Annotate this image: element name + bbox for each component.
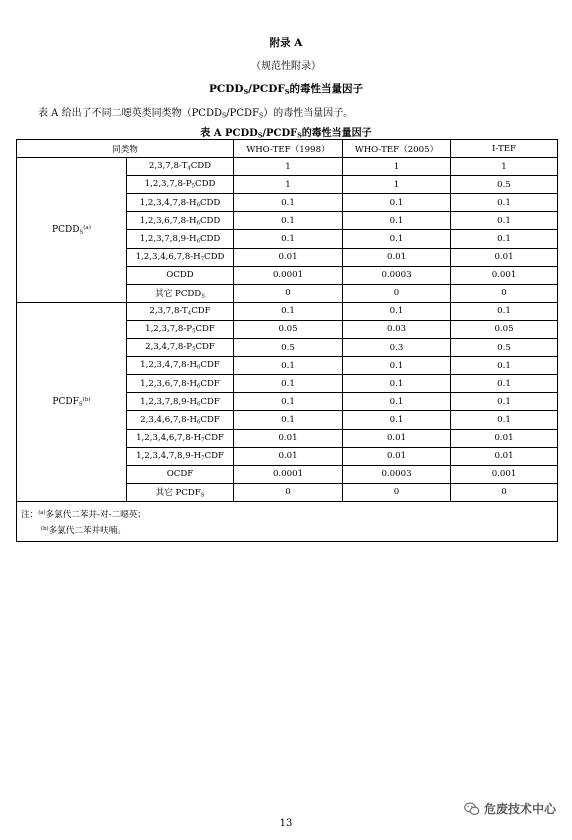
who-tef-1998-cell: 0.01 [234, 248, 343, 266]
homolog-cell: $2,3,7,8-T_4CDF$ [127, 302, 234, 320]
i-tef-cell: 0.01 [451, 248, 558, 266]
i-tef-cell: 0.1 [451, 393, 558, 411]
i-tef-cell: 1 [451, 158, 558, 176]
who-tef-1998-cell: 1 [234, 158, 343, 176]
who-tef-1998-cell: 0.1 [234, 411, 343, 429]
header-who-tef-1998: WHO-TEF（1998） [234, 140, 343, 158]
watermark [464, 800, 556, 817]
homolog-cell: $1,2,3,4,6,7,8-H_7CDD$ [127, 248, 234, 266]
i-tef-cell: 0.1 [451, 357, 558, 375]
group-name: $PCDD_S$ [52, 224, 84, 236]
who-tef-2005-cell: 0.1 [343, 302, 451, 320]
who-tef-1998-cell: 0.1 [234, 357, 343, 375]
who-tef-1998-cell: 0.1 [234, 375, 343, 393]
homolog-cell: $1,2,3,7,8-P_5CDD$ [127, 176, 234, 194]
who-tef-2005-cell: 0.1 [343, 375, 451, 393]
i-tef-cell: 0.001 [451, 465, 558, 483]
who-tef-1998-cell: 0.1 [234, 230, 343, 248]
homolog-cell: OCDF [127, 465, 234, 483]
i-tef-cell: 0.1 [451, 411, 558, 429]
homolog-cell: $1,2,3,7,8,9-H_6CDF$ [127, 393, 234, 411]
homolog-cell: $1,2,3,4,7,8,9-H_7CDF$ [127, 447, 234, 465]
group-note-ref: (a) [83, 224, 91, 231]
homolog-cell: $1,2,3,7,8,9-H_6CDD$ [127, 230, 234, 248]
homolog-cell: $1,2,3,6,7,8-H_6CDD$ [127, 212, 234, 230]
group-label [17, 158, 127, 303]
homolog-cell: $2,3,7,8-T_4CDD$ [127, 158, 234, 176]
who-tef-1998-cell: 0 [234, 483, 343, 501]
i-tef-cell: 0.01 [451, 429, 558, 447]
intro-paragraph: 表 A 给出了不同二噁英类同类物$(PCDD_S/PCDF_S)$的毒性当量因子。 [38, 108, 354, 120]
i-tef-cell: 0.01 [451, 447, 558, 465]
who-tef-1998-cell: 0.1 [234, 302, 343, 320]
i-tef-cell: 0.1 [451, 230, 558, 248]
homolog-cell: $1,2,3,4,7,8-H_6CDD$ [127, 194, 234, 212]
who-tef-1998-cell: 0.1 [234, 393, 343, 411]
appendix-type: （规范性附录） [251, 61, 321, 72]
homolog-cell: 其它 $PCDD_S$ [127, 284, 234, 302]
table-row [17, 302, 558, 320]
who-tef-2005-cell: 0.01 [343, 429, 451, 447]
who-tef-2005-cell: 0.3 [343, 339, 451, 357]
who-tef-2005-cell: 0 [343, 284, 451, 302]
note-a-text: 多氯代二苯并-对-二噁英； [45, 509, 146, 520]
homolog-cell: $2,3,4,7,8-P_5CDF$ [127, 339, 234, 357]
i-tef-cell: 0.1 [451, 302, 558, 320]
header-homolog: 同类物 [17, 140, 234, 158]
table-body [17, 158, 558, 502]
header-i-tef: I-TEF [451, 140, 558, 158]
group-name: $PCDF_S$ [52, 396, 83, 408]
who-tef-2005-cell: 0.0003 [343, 266, 451, 284]
tef-table [16, 139, 558, 542]
i-tef-cell: 0.5 [451, 176, 558, 194]
watermark-text: 危废技术中心 [483, 802, 556, 816]
who-tef-2005-cell: 0.03 [343, 320, 451, 338]
i-tef-cell: 0 [451, 483, 558, 501]
who-tef-1998-cell: 0 [234, 284, 343, 302]
who-tef-2005-cell: 0.1 [343, 393, 451, 411]
i-tef-cell: 0.5 [451, 339, 558, 357]
table-row [17, 158, 558, 176]
i-tef-cell: 0.1 [451, 194, 558, 212]
i-tef-cell: 0 [451, 284, 558, 302]
note-b-text: 多氯代二苯并呋喃。 [48, 525, 126, 536]
who-tef-1998-cell: 0.0001 [234, 266, 343, 284]
who-tef-2005-cell: 0.1 [343, 230, 451, 248]
who-tef-1998-cell: 1 [234, 176, 343, 194]
wechat-icon [464, 802, 480, 816]
who-tef-2005-cell: 0.0003 [343, 465, 451, 483]
who-tef-1998-cell: 0.0001 [234, 465, 343, 483]
group-label [17, 302, 127, 501]
who-tef-2005-cell: 0.1 [343, 212, 451, 230]
homolog-cell: $2,3,4,6,7,8-H_6CDF$ [127, 411, 234, 429]
who-tef-2005-cell: 1 [343, 158, 451, 176]
note-a-ref: (a) [38, 509, 46, 516]
page-number: 13 [279, 818, 293, 829]
who-tef-1998-cell: 0.01 [234, 429, 343, 447]
note-b-ref: (b) [41, 525, 49, 532]
homolog-cell: OCDD [127, 266, 234, 284]
appendix-title: 附录 A [269, 37, 303, 49]
who-tef-1998-cell: 0.1 [234, 212, 343, 230]
i-tef-cell: 0.1 [451, 375, 558, 393]
notes-prefix: 注： [21, 509, 39, 520]
homolog-cell: $1,2,3,6,7,8-H_6CDF$ [127, 375, 234, 393]
who-tef-2005-cell: 1 [343, 176, 451, 194]
note-b [21, 522, 557, 538]
homolog-cell: $1,2,3,7,8-P_5CDF$ [127, 320, 234, 338]
homolog-cell: $1,2,3,4,6,7,8-H_7CDF$ [127, 429, 234, 447]
section-title: $PCDD_S/PCDF_S$的毒性当量因子 [208, 83, 364, 96]
homolog-cell: 其它 $PCDF_S$ [127, 483, 234, 501]
who-tef-1998-cell: 0.01 [234, 447, 343, 465]
i-tef-cell: 0.05 [451, 320, 558, 338]
table-caption: 表 A $PCDD_S/PCDF_S$的毒性当量因子 [200, 128, 372, 140]
i-tef-cell: 0.001 [451, 266, 558, 284]
note-a [21, 506, 557, 522]
i-tef-cell: 0.1 [451, 212, 558, 230]
table-notes [17, 501, 558, 541]
who-tef-1998-cell: 0.05 [234, 320, 343, 338]
who-tef-1998-cell: 0.5 [234, 339, 343, 357]
who-tef-2005-cell: 0 [343, 483, 451, 501]
who-tef-2005-cell: 0.1 [343, 411, 451, 429]
who-tef-2005-cell: 0.01 [343, 447, 451, 465]
header-who-tef-2005: WHO-TEF（2005） [343, 140, 451, 158]
homolog-cell: $1,2,3,4,7,8-H_6CDF$ [127, 357, 234, 375]
who-tef-2005-cell: 0.1 [343, 357, 451, 375]
who-tef-2005-cell: 0.01 [343, 248, 451, 266]
who-tef-2005-cell: 0.1 [343, 194, 451, 212]
group-note-ref: (b) [82, 396, 91, 403]
who-tef-1998-cell: 0.1 [234, 194, 343, 212]
